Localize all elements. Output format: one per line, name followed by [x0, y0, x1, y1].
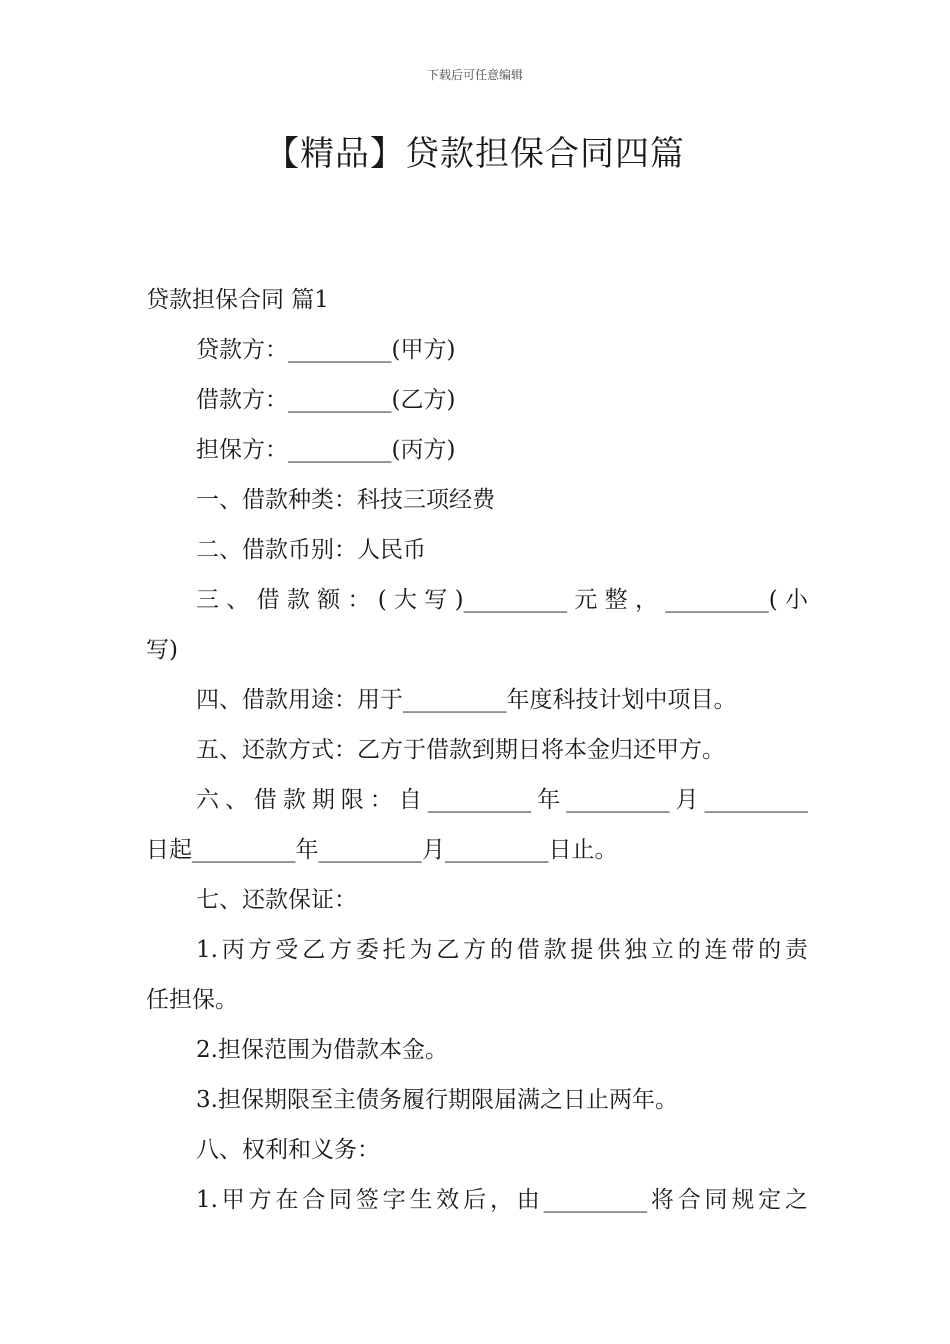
loan-term-line: 六、借款期限：自_________年_________月_________ — [196, 787, 808, 813]
loan-amount-line: 三、借款额：(大写)_________元整，_________(小 — [196, 587, 808, 613]
guarantee-heading: 七、还款保证： — [196, 887, 357, 913]
header-note: 下载后可任意编辑 — [426, 68, 523, 82]
guarantor-line: 担保方：_________(丙方) — [196, 437, 456, 463]
guarantee-clause-2: 2.担保范围为借款本金。 — [196, 1037, 448, 1063]
loan-amount-line-cont: 写) — [146, 637, 178, 663]
contract-body — [146, 280, 808, 1230]
repayment-method-line: 五、还款方式：乙方于借款到期日将本金归还甲方。 — [196, 737, 725, 763]
section-heading: 贷款担保合同 篇1 — [146, 287, 329, 313]
loan-purpose-line: 四、借款用途：用于_________年度科技计划中项目。 — [196, 687, 737, 713]
guarantee-clause-3: 3.担保期限至主债务履行期限届满之日止两年。 — [196, 1087, 678, 1113]
document-title: 【精品】贷款担保合同四篇 — [265, 134, 685, 174]
rights-clause-1: 1.甲方在合同签字生效后，由_________将合同规定之 — [196, 1187, 808, 1213]
loan-type-line: 一、借款种类：科技三项经费 — [196, 487, 495, 513]
guarantee-clause-1: 1.丙方受乙方委托为乙方的借款提供独立的连带的责 — [196, 937, 808, 963]
currency-line: 二、借款币别：人民币 — [196, 537, 426, 563]
borrower-line: 借款方：_________(乙方) — [196, 387, 456, 413]
lender-line: 贷款方：_________(甲方) — [196, 337, 456, 363]
guarantee-clause-1-cont: 任担保。 — [146, 987, 238, 1013]
loan-term-line-cont: 日起_________年_________月_________日止。 — [146, 837, 618, 863]
rights-heading: 八、权利和义务： — [196, 1137, 380, 1163]
